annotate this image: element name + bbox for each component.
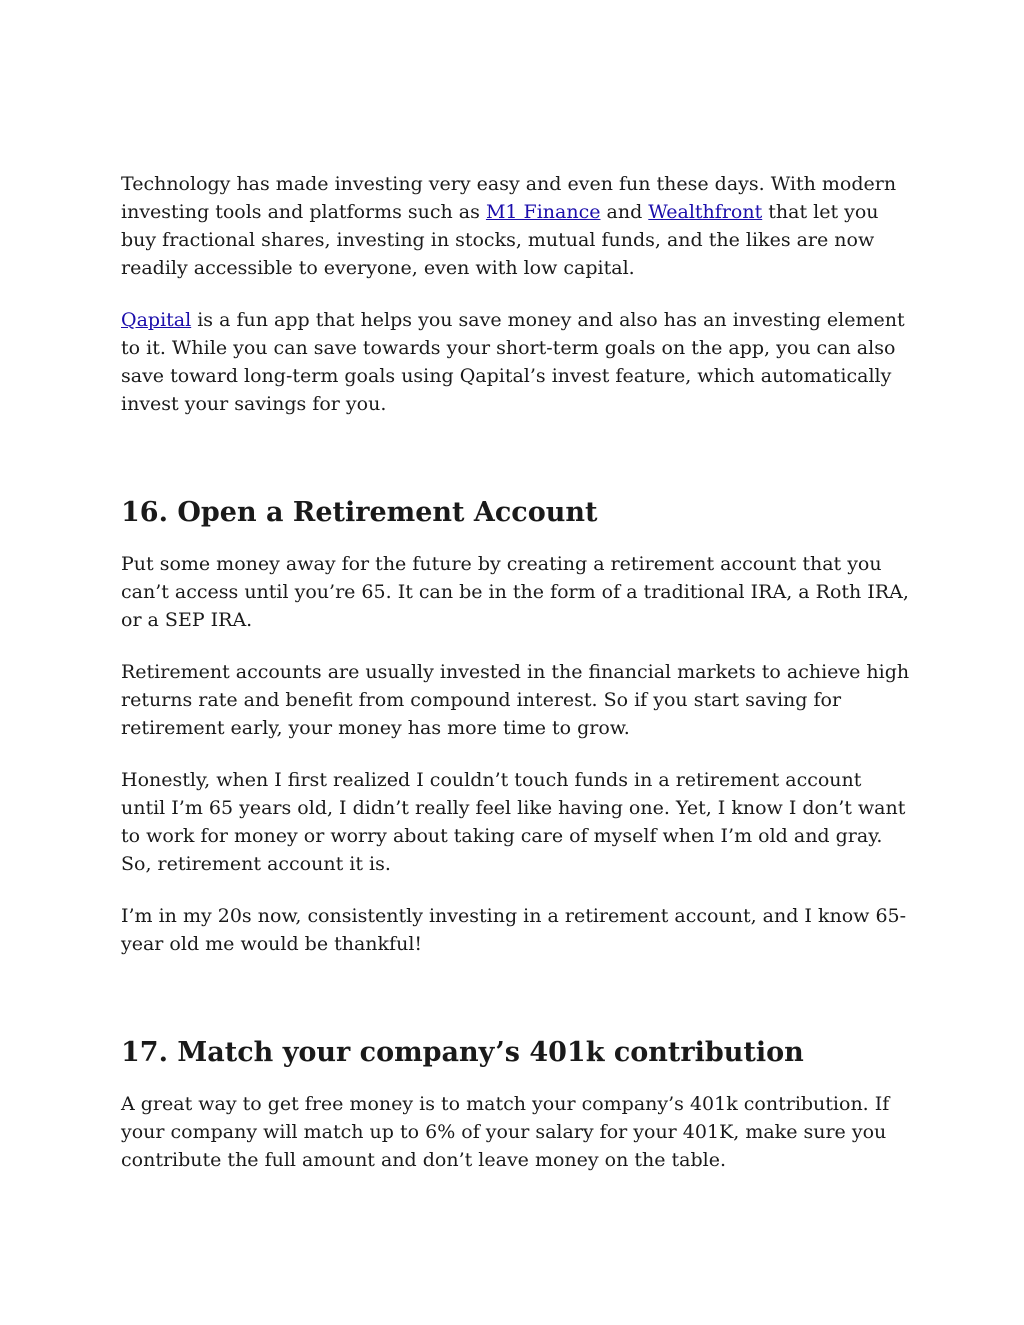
section-16-paragraph: Put some money away for the future by creating a retirement account that you can’t access until you’re 65. It can be in the form of a traditional IRA, a Roth IRA, or a SEP IRA.	[121, 553, 909, 631]
intro-paragraph-1	[121, 170, 911, 282]
section-16-heading: 16. Open a Retirement Account	[121, 497, 598, 528]
intro-paragraph-2	[121, 306, 911, 418]
m1-finance-link[interactable]: M1 Finance	[485, 201, 601, 223]
section-16-paragraph: Honestly, when I first realized I couldn’t touch funds in a retirement account until I’m 65 years old, I didn’t really feel like having one. Yet, I know I don’t want to work for money or worry about taking care of myself when I’m old and gray. So, retirement account it is.	[121, 769, 906, 875]
wealthfront-link[interactable]: Wealthfront	[648, 201, 763, 223]
intro-text: Technology has made investing very easy and even fun these days. With modern investing tools and platforms such as	[121, 173, 897, 223]
section-16-paragraph: I’m in my 20s now, consistently investing in a retirement account, and I know 65-year old me would be thankful!	[121, 905, 907, 955]
document-body	[121, 170, 911, 1174]
section-17-heading: 17. Match your company’s 401k contribution	[121, 1037, 804, 1068]
intro-text: and	[600, 201, 649, 223]
qapital-link[interactable]: Qapital	[121, 309, 192, 331]
intro-text: is a fun app that helps you save money and also has an investing element to it. While you can save towards your short-term goals on the app, you can also save toward long-term goals using Qapital’s invest feature, which automatically invest your savings for you.	[121, 309, 905, 415]
section-16-paragraph: Retirement accounts are usually invested in the financial markets to achieve high returns rate and benefit from compound interest. So if you start saving for retirement early, your money has more time to grow.	[121, 661, 910, 739]
intro-text: that let you buy fractional shares, investing in stocks, mutual funds, and the likes are now readily accessible to everyone, even with low capital.	[121, 201, 879, 279]
section-17-paragraph: A great way to get free money is to match your company’s 401k contribution. If your company will match up to 6% of your salary for your 401K, make sure you contribute the full amount and don’t leave money on the table.	[121, 1093, 890, 1171]
